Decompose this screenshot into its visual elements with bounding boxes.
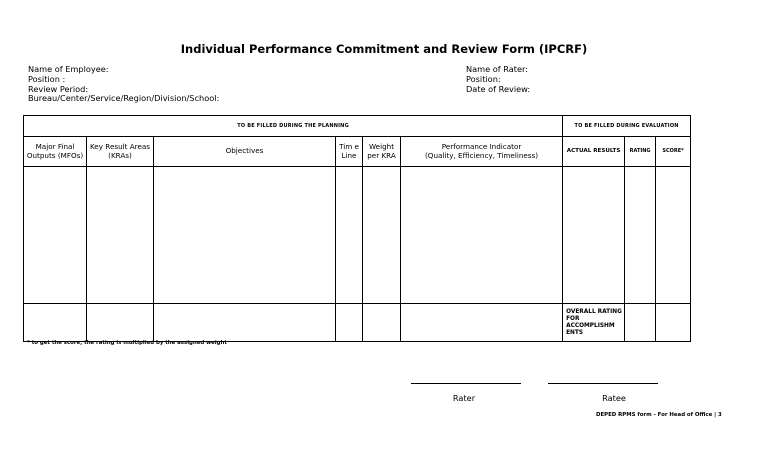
- weight-header: Weight per KRA: [363, 137, 401, 167]
- review-date-field: Date of Review:: [466, 83, 531, 94]
- actual-results-header: ACTUAL RESULTS: [563, 137, 625, 167]
- employee-name-field: Name of Employee:: [28, 64, 109, 74]
- timeline-header: Tim e Line: [336, 137, 363, 167]
- rater-signature-line: [411, 383, 521, 384]
- score-footnote: * to get the score, the rating is multiplied by the assigned weight: [27, 340, 227, 346]
- employee-position-field: Position :: [28, 73, 66, 84]
- mfo-cell[interactable]: [24, 167, 87, 304]
- evaluation-section-header: TO BE FILLED DURING EVALUATION: [563, 116, 691, 137]
- ipcrf-table: [23, 115, 691, 342]
- form-title: Individual Performance Commitment and Review Form (IPCRF): [180, 42, 588, 56]
- timeline-cell[interactable]: [336, 167, 363, 304]
- ratee-signature-line: [548, 383, 658, 384]
- kra-header: Key Result Areas (KRAs): [87, 137, 154, 167]
- rater-label: Rater: [452, 393, 476, 403]
- score-cell[interactable]: [656, 167, 691, 304]
- mfo-header: Major Final Outputs (MFOs): [24, 137, 87, 167]
- indicator-cell[interactable]: [401, 167, 563, 304]
- overall-score-cell[interactable]: [656, 304, 691, 342]
- office-field: Bureau/Center/Service/Region/Division/School:: [28, 93, 220, 104]
- kra-cell[interactable]: [87, 167, 154, 304]
- rater-info: [466, 65, 530, 94]
- actual-results-cell[interactable]: [563, 167, 625, 304]
- total-indicator-cell: [401, 304, 563, 342]
- rater-name-field: Name of Rater:: [466, 64, 529, 74]
- objectives-header: Objectives: [154, 137, 336, 167]
- review-period-field: Review Period:: [28, 83, 89, 94]
- total-kra-cell: [87, 304, 154, 342]
- employee-info: [28, 65, 219, 104]
- planning-section-header: TO BE FILLED DURING THE PLANNING: [24, 116, 563, 137]
- indicator-header-subtitle: (Quality, Efficiency, Timeliness): [424, 150, 539, 160]
- overall-rating-cell[interactable]: [625, 304, 656, 342]
- overall-rating-label: OVERALL RATING FOR ACCOMPLISHM ENTS: [563, 304, 625, 342]
- indicator-header-title: Performance Indicator: [441, 142, 522, 152]
- page-footer: DEPED RPMS form - For Head of Office | 3: [596, 412, 722, 418]
- objectives-cell[interactable]: [154, 167, 336, 304]
- total-weight-cell[interactable]: [363, 304, 401, 342]
- total-timeline-cell: [336, 304, 363, 342]
- weight-cell[interactable]: [363, 167, 401, 304]
- total-objectives-cell: [154, 304, 336, 342]
- rating-header: RATING: [625, 137, 656, 167]
- rating-cell[interactable]: [625, 167, 656, 304]
- total-mfo-cell: [24, 304, 87, 342]
- ratee-label: Ratee: [602, 393, 626, 403]
- score-header: SCORE*: [656, 137, 691, 167]
- rater-position-field: Position:: [466, 73, 501, 84]
- indicator-header: [401, 137, 563, 167]
